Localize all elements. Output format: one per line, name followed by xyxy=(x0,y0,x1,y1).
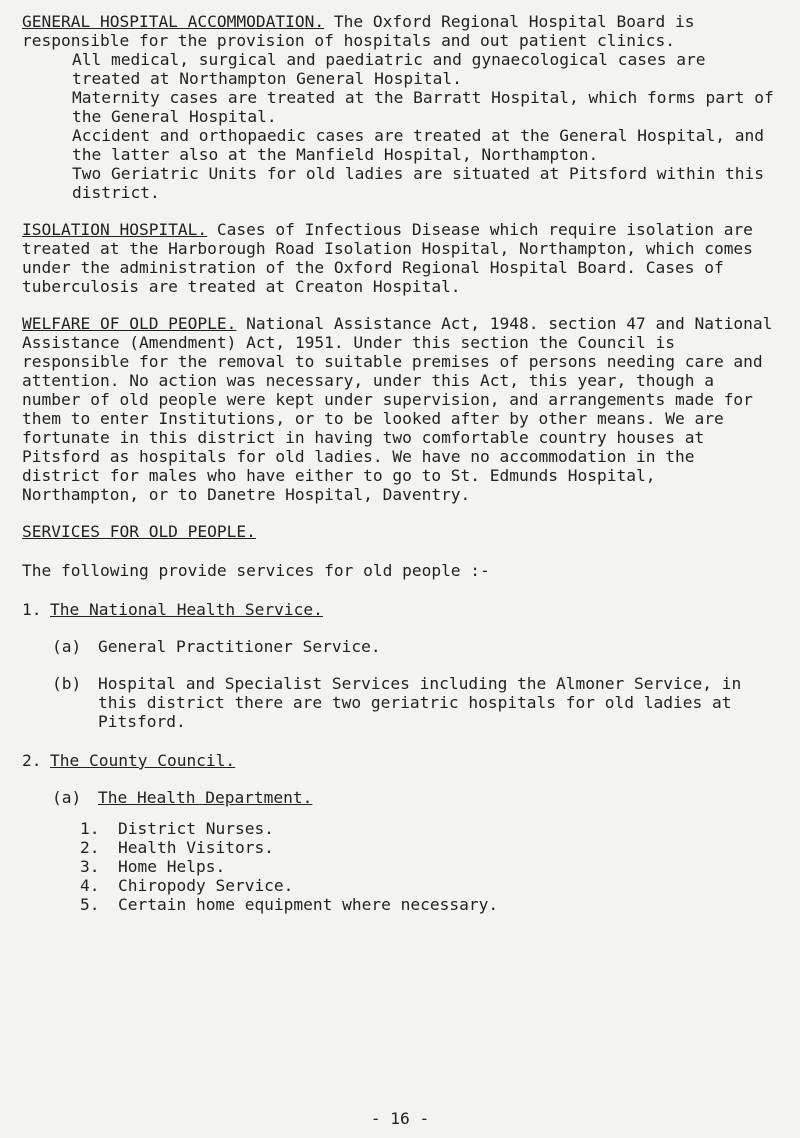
health-department-list xyxy=(22,819,782,914)
subitem-text: Hospital and Specialist Services including the Almoner Service, in this district there are two geriatric hospitals for old ladies at Pitsford. xyxy=(98,674,742,731)
isolation-section xyxy=(22,220,782,296)
list-item-number: 3. xyxy=(80,857,100,876)
subitem-title: The Health Department. xyxy=(98,788,313,807)
welfare-body: National Assistance Act, 1948. section 47 and National Assistance (Amendment) Act, 1951. Under this section the Council is responsible for the removal to suitable premises of persons needing care and attention. No action was necessary, under this Act, this year, though a number of old people were kept under supervision, and arrangements made for them to enter Institutions, or to be looked after by other means. We are fortunate in this district in having two comfortable country houses at Pitsford as hospitals for old ladies. We have no accommodation in the district for males who have either to go to St. Edmunds Hospital, Northampton, or to Danetre Hospital, Daventry. xyxy=(22,314,773,504)
welfare-heading: WELFARE OF OLD PEOPLE. xyxy=(22,314,237,333)
general-hospital-p4: Accident and orthopaedic cases are treated at the General Hospital, and the latter also at the Manfield Hospital, Northampton. xyxy=(72,126,764,164)
list-item-text: Chiropody Service. xyxy=(118,876,294,895)
subitem-text: General Practitioner Service. xyxy=(98,637,381,656)
services-intro: The following provide services for old people :- xyxy=(22,561,490,580)
general-hospital-p2: All medical, surgical and paediatric and gynaecological cases are treated at Northampton General Hospital. xyxy=(72,50,706,88)
list-item-number: 2. xyxy=(80,838,100,857)
general-hospital-p3: Maternity cases are treated at the Barratt Hospital, which forms part of the General Hospital. xyxy=(72,88,774,126)
item-number: 2. xyxy=(22,751,42,770)
item-title: The National Health Service. xyxy=(50,600,323,619)
list-item xyxy=(80,838,782,857)
list-item-number: 5. xyxy=(80,895,100,914)
list-item-number: 4. xyxy=(80,876,100,895)
isolation-body: Cases of Infectious Disease which require isolation are treated at the Harborough Road Isolation Hospital, Northampton, which comes under the administration of the Oxford Regional Hospital Board. Cases of tuberculosis are treated at Creaton Hospital. xyxy=(22,220,753,296)
list-item xyxy=(80,819,782,838)
list-item-text: Health Visitors. xyxy=(118,838,274,857)
services-heading: SERVICES FOR OLD PEOPLE. xyxy=(22,522,256,541)
services-item-1 xyxy=(22,600,782,619)
isolation-heading: ISOLATION HOSPITAL. xyxy=(22,220,208,239)
list-item-text: Home Helps. xyxy=(118,857,226,876)
services-subitem-b xyxy=(22,674,782,731)
list-item-text: District Nurses. xyxy=(118,819,274,838)
welfare-section xyxy=(22,314,782,504)
list-item xyxy=(80,876,782,895)
list-item-text: Certain home equipment where necessary. xyxy=(118,895,499,914)
list-item xyxy=(80,857,782,876)
item-number: 1. xyxy=(22,600,42,619)
general-hospital-intro: The Oxford Regional Hospital Board is responsible for the provision of hospitals and out patient clinics. xyxy=(22,12,695,50)
item-title: The County Council. xyxy=(50,751,236,770)
page-number: - 16 - xyxy=(370,1109,430,1128)
services-item-2 xyxy=(22,751,782,770)
subitem-label: (a) xyxy=(52,637,82,656)
list-item xyxy=(80,895,782,914)
general-hospital-heading: GENERAL HOSPITAL ACCOMMODATION. xyxy=(22,12,325,31)
list-item-number: 1. xyxy=(80,819,100,838)
services-subitem-a xyxy=(22,637,782,656)
subitem-label: (a) xyxy=(52,788,82,807)
general-hospital-section xyxy=(22,12,782,202)
subitem-label: (b) xyxy=(52,674,82,693)
general-hospital-p5: Two Geriatric Units for old ladies are situated at Pitsford within this district. xyxy=(72,164,764,202)
services-section xyxy=(22,522,782,914)
services-subitem-health xyxy=(22,788,782,807)
